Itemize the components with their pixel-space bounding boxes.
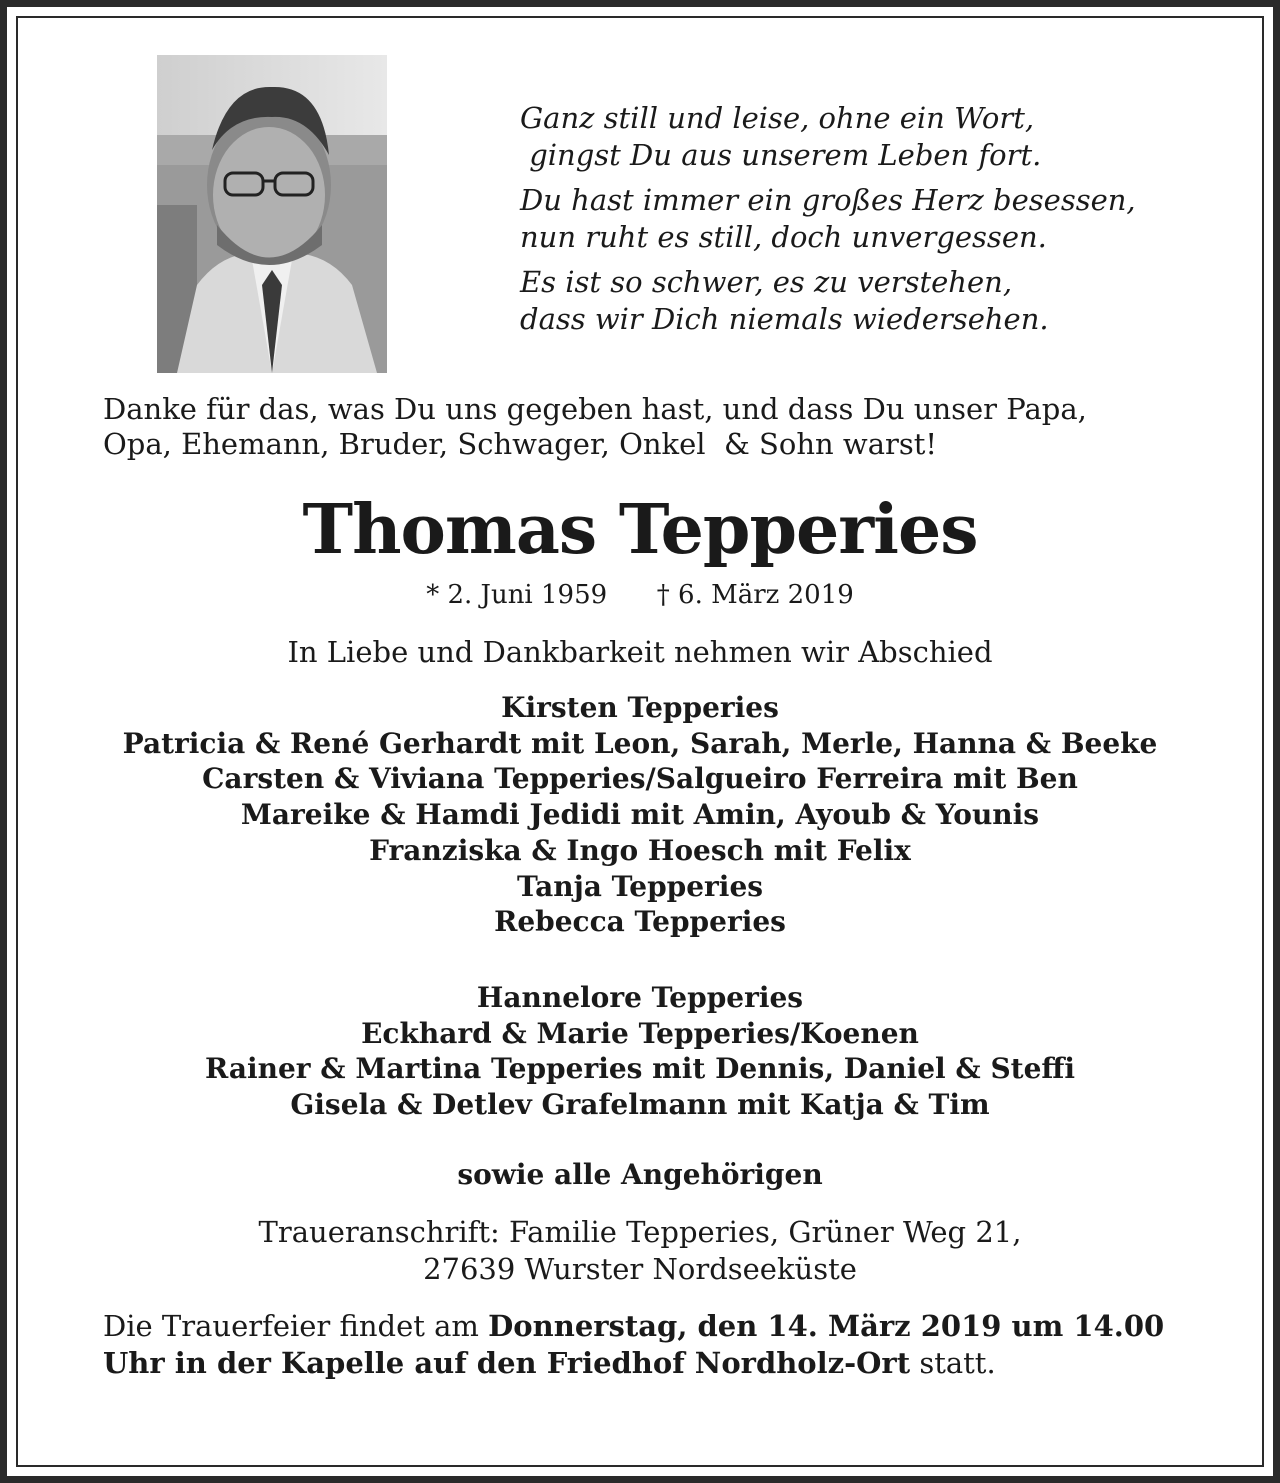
thanks-line: Danke für das, was Du uns gegeben hast, und dass Du unser Papa, [103,392,1087,426]
service-suffix: statt. [910,1346,996,1380]
mourner-line: Gisela & Detlev Grafelmann mit Katja & Tim [290,1088,990,1122]
thanks-line: Opa, Ehemann, Bruder, Schwager, Onkel & Sohn warst! [103,427,938,461]
address-line: 27639 Wurster Nordseeküste [423,1252,857,1286]
mourner-line: Mareike & Hamdi Jedidi mit Amin, Ayoub & Younis [240,798,1040,832]
birth-date: * 2. Juni 1959 [426,580,608,610]
other-relatives: sowie alle Angehörigen [457,1158,823,1191]
poem-line: nun ruht es still, doch unvergessen. [520,220,1047,254]
mourners-family [60,690,1220,940]
service-location: Uhr in der Kapelle auf den Friedhof Nordholz-Ort [103,1346,911,1380]
poem-line: dass wir Dich niemals wiedersehen. [520,302,1049,336]
poem-stanza [520,100,1220,174]
thanks-text [103,392,1213,462]
service-date-time: Donnerstag, den 14. März 2019 um 14.00 [488,1309,1165,1343]
mourner-line: Kirsten Tepperies [501,691,779,724]
poem-line: Ganz still und leise, ohne ein Wort, [520,101,1035,135]
address-line: Traueranschrift: Familie Tepperies, Grüner Weg 21, [258,1215,1022,1249]
poem-line: gingst Du aus unserem Leben fort. [520,138,1042,172]
farewell-text: In Liebe und Dankbarkeit nehmen wir Abschied [287,635,993,669]
life-dates [60,578,1220,612]
mourner-line: Franziska & Ingo Hoesch mit Felix [369,833,911,867]
mourner-line: Patricia & René Gerhardt mit Leon, Sarah, Merle, Hanna & Beeke [122,726,1158,760]
deceased-name: Thomas Tepperies [302,490,978,570]
poem-line: Du hast immer ein großes Herz besessen, [520,183,1136,217]
mourner-line: Tanja Tepperies [516,869,764,903]
mourner-line: Hannelore Tepperies [476,981,804,1014]
portrait-photo [157,55,387,373]
mourner-line: Rebecca Tepperies [494,905,786,939]
poem [520,100,1220,346]
mourner-line: Eckhard & Marie Tepperies/Koenen [361,1016,919,1050]
funeral-service-info [103,1308,1213,1382]
death-date: † 6. März 2019 [656,580,854,610]
mourner-line: Rainer & Martina Tepperies mit Dennis, Daniel & Steffi [204,1052,1076,1086]
mourner-line: Carsten & Viviana Tepperies/Salgueiro Ferreira mit Ben [202,762,1078,796]
mourning-address [60,1214,1220,1288]
poem-stanza [520,264,1220,338]
poem-line: Es ist so schwer, es zu verstehen, [520,265,1013,299]
mourners-relatives [60,980,1220,1123]
service-prefix: Die Trauerfeier findet am [103,1309,489,1343]
poem-stanza [520,182,1220,256]
